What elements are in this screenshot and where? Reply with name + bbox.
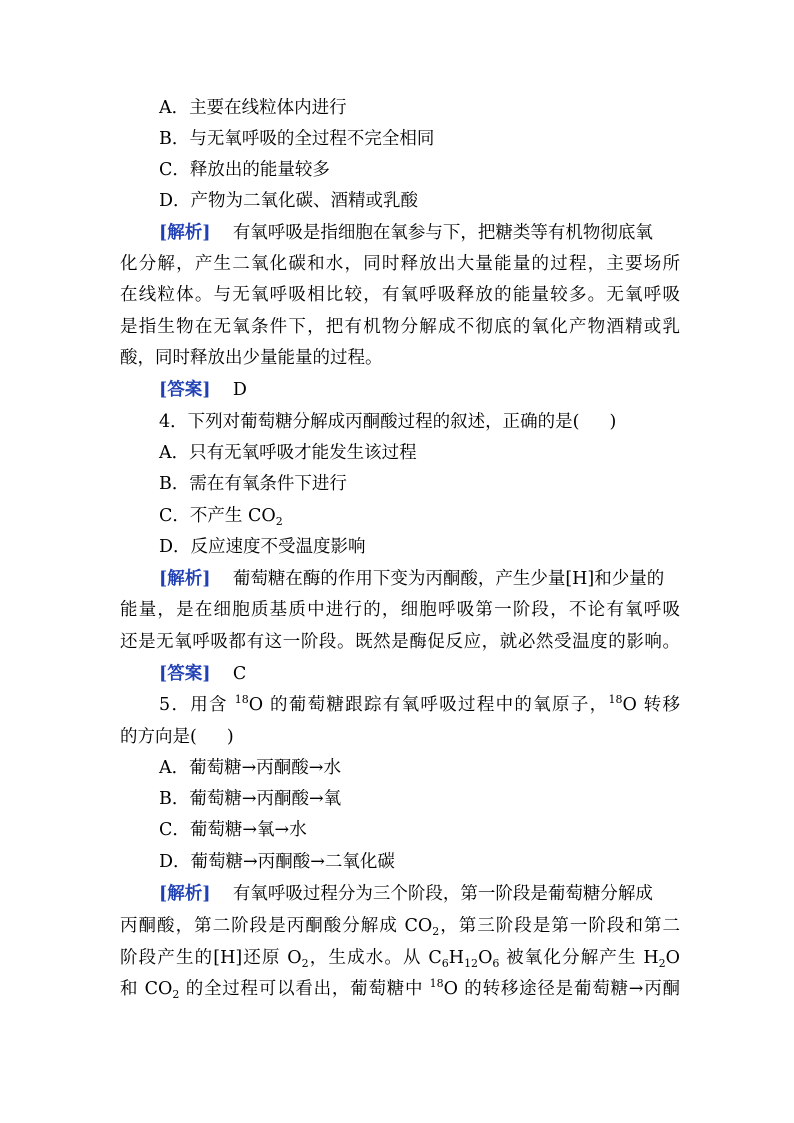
answer-value: C [232,664,247,684]
q4-stem-text: 4．下列对葡萄糖分解成丙酮酸过程的叙述，正确的是( [159,412,580,432]
subscript: 6 [441,957,449,970]
q3-analysis-line-4: 是指生物在无氧条件下，把有机物分解成不彻底的氧化产物酒精或乳 [120,317,680,337]
q4-option-c [159,501,719,532]
analysis-text: ，生成水。从 C [308,948,442,968]
subscript: 6 [492,957,500,970]
answer-value: D [232,380,247,400]
q4-option-c-text: C．不产生 CO [159,506,276,526]
subscript: 2 [275,515,283,528]
superscript: 18 [608,693,623,706]
q4-analysis-line-2: 能量，是在细胞质基质中进行的，细胞呼吸第一阶段，不论有氧呼吸 [120,600,680,620]
q4-analysis-line-3: 还是无氧呼吸都有这一阶段。既然是酶促反应，就必然受温度的影响。 [120,632,680,652]
analysis-text: 的全过程可以看出，葡萄糖中 [179,979,430,999]
q3-option-a: A．主要在线粒体内进行 [159,98,347,118]
q5-analysis-line-2 [120,911,680,942]
q5-stem-line-2 [120,722,680,753]
q4-option-d: D．反应速度不受温度影响 [159,537,366,557]
subscript: 12 [464,957,479,970]
q5-analysis-line-3 [120,943,680,974]
analysis-text: 有氧呼吸过程分为三个阶段，第一阶段是葡萄糖分解成 [232,884,653,904]
analysis-text: H [448,948,465,968]
analysis-tag: [解析] [159,223,211,243]
q5-option-a: A．葡萄糖→丙酮酸→水 [159,758,341,778]
q3-option-c: C．释放出的能量较多 [159,160,330,180]
q3-analysis-line-5: 酸，同时释放出少量能量的过程。 [120,348,383,368]
superscript: 18 [429,977,444,990]
q4-option-a: A．只有无氧呼吸才能发生该过程 [159,443,417,463]
subscript: 2 [172,988,180,1001]
q4-answer [159,659,719,690]
q5-stem-text: 5．用含 [159,695,235,715]
q3-option-b: B．与无氧呼吸的全过程不完全相同 [159,129,435,149]
q3-analysis-line-2: 化分解，产生二氧化碳和水，同时释放出大量能量的过程，主要场所 [120,254,680,274]
analysis-tag: [解析] [159,569,211,589]
subscript: 2 [658,957,666,970]
q4-option-b: B．需在有氧条件下进行 [159,474,347,494]
q5-option-b: B．葡萄糖→丙酮酸→氧 [159,789,342,809]
answer-tag: [答案] [159,380,211,400]
q3-analysis-line-1 [159,218,680,249]
q5-stem-close: ) [226,727,234,747]
q5-stem-text: O 的葡萄糖跟踪有氧呼吸过程中的氧原子， [248,695,609,715]
superscript: 18 [234,693,249,706]
q5-analysis-line-4 [120,974,680,1005]
analysis-text: 有氧呼吸是指细胞在氧参与下，把糖类等有机物彻底氧 [232,223,653,243]
analysis-text: 被氧化分解产生 H [499,948,659,968]
analysis-text: O [478,948,493,968]
analysis-tag: [解析] [159,884,211,904]
analysis-text: 和 CO [120,979,173,999]
answer-tag: [答案] [159,664,211,684]
q4-analysis-line-1 [159,564,680,595]
analysis-text: ，第三阶段是第一阶段和第二 [439,916,680,936]
analysis-text: 丙酮酸，第二阶段是丙酮酸分解成 CO [120,916,433,936]
q3-option-d: D．产物为二氧化碳、酒精或乳酸 [159,191,419,211]
q5-stem-text: O 转移 [622,695,680,715]
analysis-text: 阶段产生的[H]还原 O [120,948,302,968]
q3-analysis-line-3: 在线粒体。与无氧呼吸相比较，有氧呼吸释放的能量较多。无氧呼吸 [120,285,680,305]
q5-option-c: C．葡萄糖→氧→水 [159,820,307,840]
analysis-text: O [665,948,680,968]
analysis-text: O 的转移途径是葡萄糖→丙酮 [443,979,681,999]
q5-stem-text: 的方向是( [120,727,197,747]
q4-stem-close: ) [609,412,617,432]
analysis-text: 葡萄糖在酶的作用下变为丙酮酸，产生少量[H]和少量的 [232,569,665,589]
q4-stem [159,407,719,438]
subscript: 2 [301,957,309,970]
q5-analysis-line-1 [159,879,680,910]
q3-answer [159,375,719,406]
subscript: 2 [432,925,440,938]
q5-stem-line-1 [159,690,680,721]
q5-option-d: D．葡萄糖→丙酮酸→二氧化碳 [159,852,395,872]
